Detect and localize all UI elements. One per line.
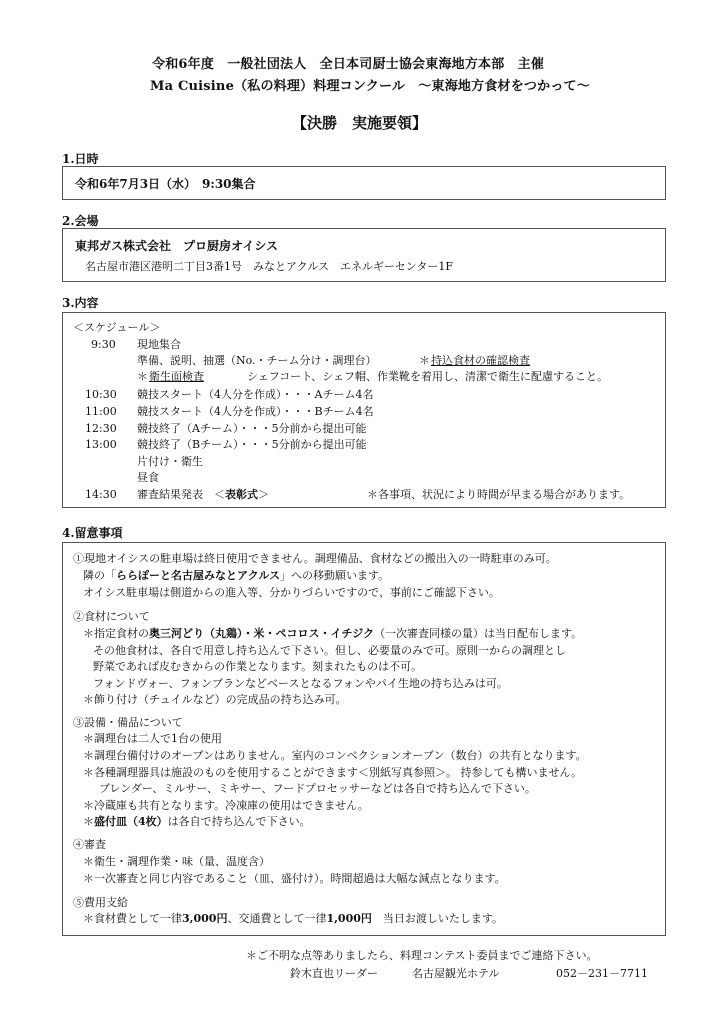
schedule-item: シェフコート、シェフ帽、作業靴を着用し、清潔で衛生に配慮すること。 bbox=[247, 370, 609, 383]
schedule-label: ＜スケジュール＞ bbox=[73, 321, 161, 334]
note-equipment: ブレンダー、ミルサー、ミキサー、フードプロセッサーなどは各自で持ち込んで下さい。 bbox=[99, 782, 536, 795]
note-judging: ＊一次審査と同じ内容であること（皿、盛付け）。時間超過は大幅な減点となります。 bbox=[83, 872, 506, 885]
venue-address: 名古屋市港区港明二丁目3番1号 みなとアクルス エネルギーセンター1F bbox=[85, 260, 453, 273]
note-ingredients: 野菜であれば皮むきからの作業となります。刻まれたものは不可。 bbox=[93, 660, 423, 673]
schedule-item: 片付け・衛生 bbox=[137, 455, 203, 468]
note-expenses-heading: ⑤費用支給 bbox=[73, 896, 128, 909]
note-ingredients: ＊指定食材の奥三河どり（丸鶏）・米・ペコロス・イチジク（一次審査同様の量）は当日配布します。 bbox=[83, 627, 583, 640]
schedule-item: 準備、説明、抽選（No.・チーム分け・調理台） bbox=[137, 354, 377, 367]
schedule-mark: ＊ bbox=[137, 370, 148, 383]
time-1430: 14:30 bbox=[85, 488, 117, 501]
time-1300: 13:00 bbox=[85, 438, 117, 451]
note-equipment: ＊調理台備付けのオーブンはありません。室内のコンベクションオーブン（数台）の共有となります。 bbox=[83, 749, 587, 762]
note-expenses: ＊食材費として一律3,000円、交通費として一律1,000円 当日お渡しいたします。 bbox=[83, 912, 504, 925]
schedule-item: 持込食材の確認検査 bbox=[431, 354, 530, 367]
schedule-note: ＊各事項、状況により時間が早まる場合があります。 bbox=[367, 488, 631, 501]
schedule-item: 衛生面検査 bbox=[149, 370, 204, 383]
organizer-line: 令和6年度 一般社団法人 全日本司厨士協会東海地方本部 主催 bbox=[152, 57, 545, 72]
venue-name: 東邦ガス株式会社 プロ厨房オイシス bbox=[75, 239, 279, 253]
schedule-item: 審査結果発表 ＜表彰式＞ bbox=[137, 488, 269, 501]
note-ingredients: フォンドヴォー、フォンブランなどベースとなるフォンやパイ生地の持ち込みは可。 bbox=[93, 677, 508, 690]
note-equipment: ＊盛付皿（4枚）は各自で持ち込んで下さい。 bbox=[83, 815, 311, 828]
schedule-item: 競技スタート（4人分を作成）・・・Aチーム4名 bbox=[137, 388, 374, 401]
venue-box bbox=[62, 228, 666, 282]
schedule-item: 昼食 bbox=[137, 471, 159, 484]
section-heading-notes: 4.留意事項 bbox=[62, 526, 123, 540]
contact-name: 鈴木直也リーダー bbox=[290, 967, 378, 980]
note-equipment: ＊冷蔵庫も共有となります。冷凍庫の使用はできません。 bbox=[83, 799, 369, 812]
datetime-value: 令和6年7月3日（水） 9:30集合 bbox=[75, 177, 256, 191]
note-equipment: ＊調理台は二人で1台の使用 bbox=[83, 732, 222, 745]
note-equipment-heading: ③設備・備品について bbox=[73, 716, 183, 729]
schedule-item: 競技終了（Aチーム）・・・5分前から提出可能 bbox=[137, 422, 367, 435]
note-ingredients: ＊飾り付け（チュイルなど）の完成品の持ち込み可。 bbox=[83, 693, 347, 706]
notes-box bbox=[62, 542, 666, 936]
schedule-item: 現地集合 bbox=[137, 338, 181, 351]
schedule-mark: ＊ bbox=[419, 354, 430, 367]
contact-place: 名古屋観光ホテル bbox=[412, 967, 500, 980]
note-parking: ①現地オイシスの駐車場は終日使用できません。調理備品、食材などの搬出入の一時駐車のみ可。 bbox=[73, 552, 557, 565]
time-1100: 11:00 bbox=[85, 405, 117, 418]
footer-note: ＊ご不明な点等ありましたら、料理コンテスト委員までご連絡下さい。 bbox=[246, 949, 598, 962]
section-heading-venue: 2.会場 bbox=[62, 214, 99, 228]
section-heading-datetime: 1.日時 bbox=[62, 152, 99, 166]
page-title: 【決勝 実施要領】 bbox=[292, 114, 428, 132]
note-ingredients: その他食材は、各自で用意し持ち込んで下さい。但し、必要量のみで可。原則一からの調理とし bbox=[93, 644, 566, 657]
schedule-item: 競技終了（Bチーム）・・・5分前から提出可能 bbox=[137, 438, 367, 451]
schedule-item: 競技スタート（4人分を作成）・・・Bチーム4名 bbox=[137, 405, 374, 418]
note-parking: オイシス駐車場は側道からの進入等、分かりづらいですので、事前にご確認下さい。 bbox=[83, 586, 500, 599]
datetime-box bbox=[62, 166, 666, 200]
contest-name: Ma Cuisine（私の料理）料理コンクール ～東海地方食材をつかって～ bbox=[150, 79, 590, 94]
section-heading-content: 3.内容 bbox=[62, 296, 99, 310]
note-ingredients-heading: ②食材について bbox=[73, 610, 150, 623]
time-1230: 12:30 bbox=[85, 422, 117, 435]
note-judging: ＊衛生・調理作業・味（量、温度含） bbox=[83, 855, 270, 868]
time-1030: 10:30 bbox=[85, 388, 117, 401]
note-equipment: ＊各種調理器具は施設のものを使用することができます＜別紙写真参照＞。 持参しても構いません。 bbox=[83, 766, 583, 779]
note-judging-heading: ④審査 bbox=[73, 838, 106, 851]
time-0930: 9:30 bbox=[91, 338, 116, 351]
note-parking: 隣の「ららぽーと名古屋みなとアクルス」への移動願います。 bbox=[83, 569, 390, 582]
schedule-box bbox=[62, 312, 666, 508]
contact-phone: 052－231－7711 bbox=[556, 967, 648, 980]
